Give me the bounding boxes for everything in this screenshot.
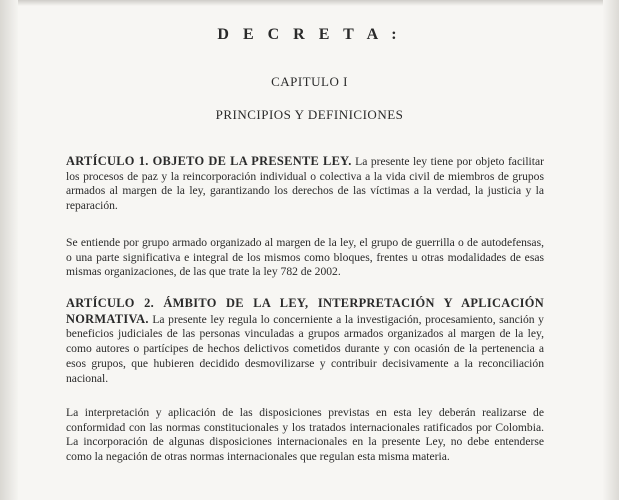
chapter-number: CAPITULO I <box>271 74 348 89</box>
article-1-paragraph-2: Se entiende por grupo armado organizado al margen de la ley, el grupo de guerrilla o de autodefensas, o una parte significativa e integral de los mismos como bloques, frentes u otras modalidades de esas mismas organizaciones, de las que trate la ley 782 de 2002. <box>66 236 544 279</box>
article-1 <box>66 154 544 214</box>
decree-heading: D E C R E T A : <box>217 26 402 43</box>
article-2-body: La presente ley regula lo concerniente a la investigación, procesamiento, sanción y beneficios judiciales de las personas vinculadas a grupos armados organizados al margen de la ley, como autores o partícipes de hechos delictivos cometidos durante y con ocasión de la pertenencia a esos grupos, que hubieren decidido desmovilizarse y contribuir decisivamente a la reconciliación nacional. <box>66 312 544 385</box>
chapter-title: PRINCIPIOS Y DEFINICIONES <box>215 107 404 122</box>
article-2-paragraph-2: La interpretación y aplicación de las disposiciones previstas en esta ley deberán realizarse de conformidad con las normas constitucionales y los tratados internacionales ratificados por Colombia. La incorporación de algunas disposiciones internacionales en la presente Ley, no debe entenderse como la negación de otras normas internacionales que regulan esta misma materia. <box>66 406 544 464</box>
article-2 <box>66 296 544 386</box>
page-shadow-top <box>0 0 619 6</box>
article-1-body: La presente ley tiene por objeto facilitar los procesos de paz y la reincorporación individual o colectiva a la vida civil de miembros de grupos armados al margen de la ley, garantizando los derechos de las víctimas a la verdad, la justicia y la reparación. <box>66 155 544 213</box>
article-1-heading: ARTÍCULO 1. OBJETO DE LA PRESENTE LEY. <box>66 154 352 168</box>
article-2-heading: ARTÍCULO 2. ÁMBITO DE LA LEY, INTERPRETACIÓN Y APLICACIÓN NORMATIVA. <box>66 296 544 326</box>
